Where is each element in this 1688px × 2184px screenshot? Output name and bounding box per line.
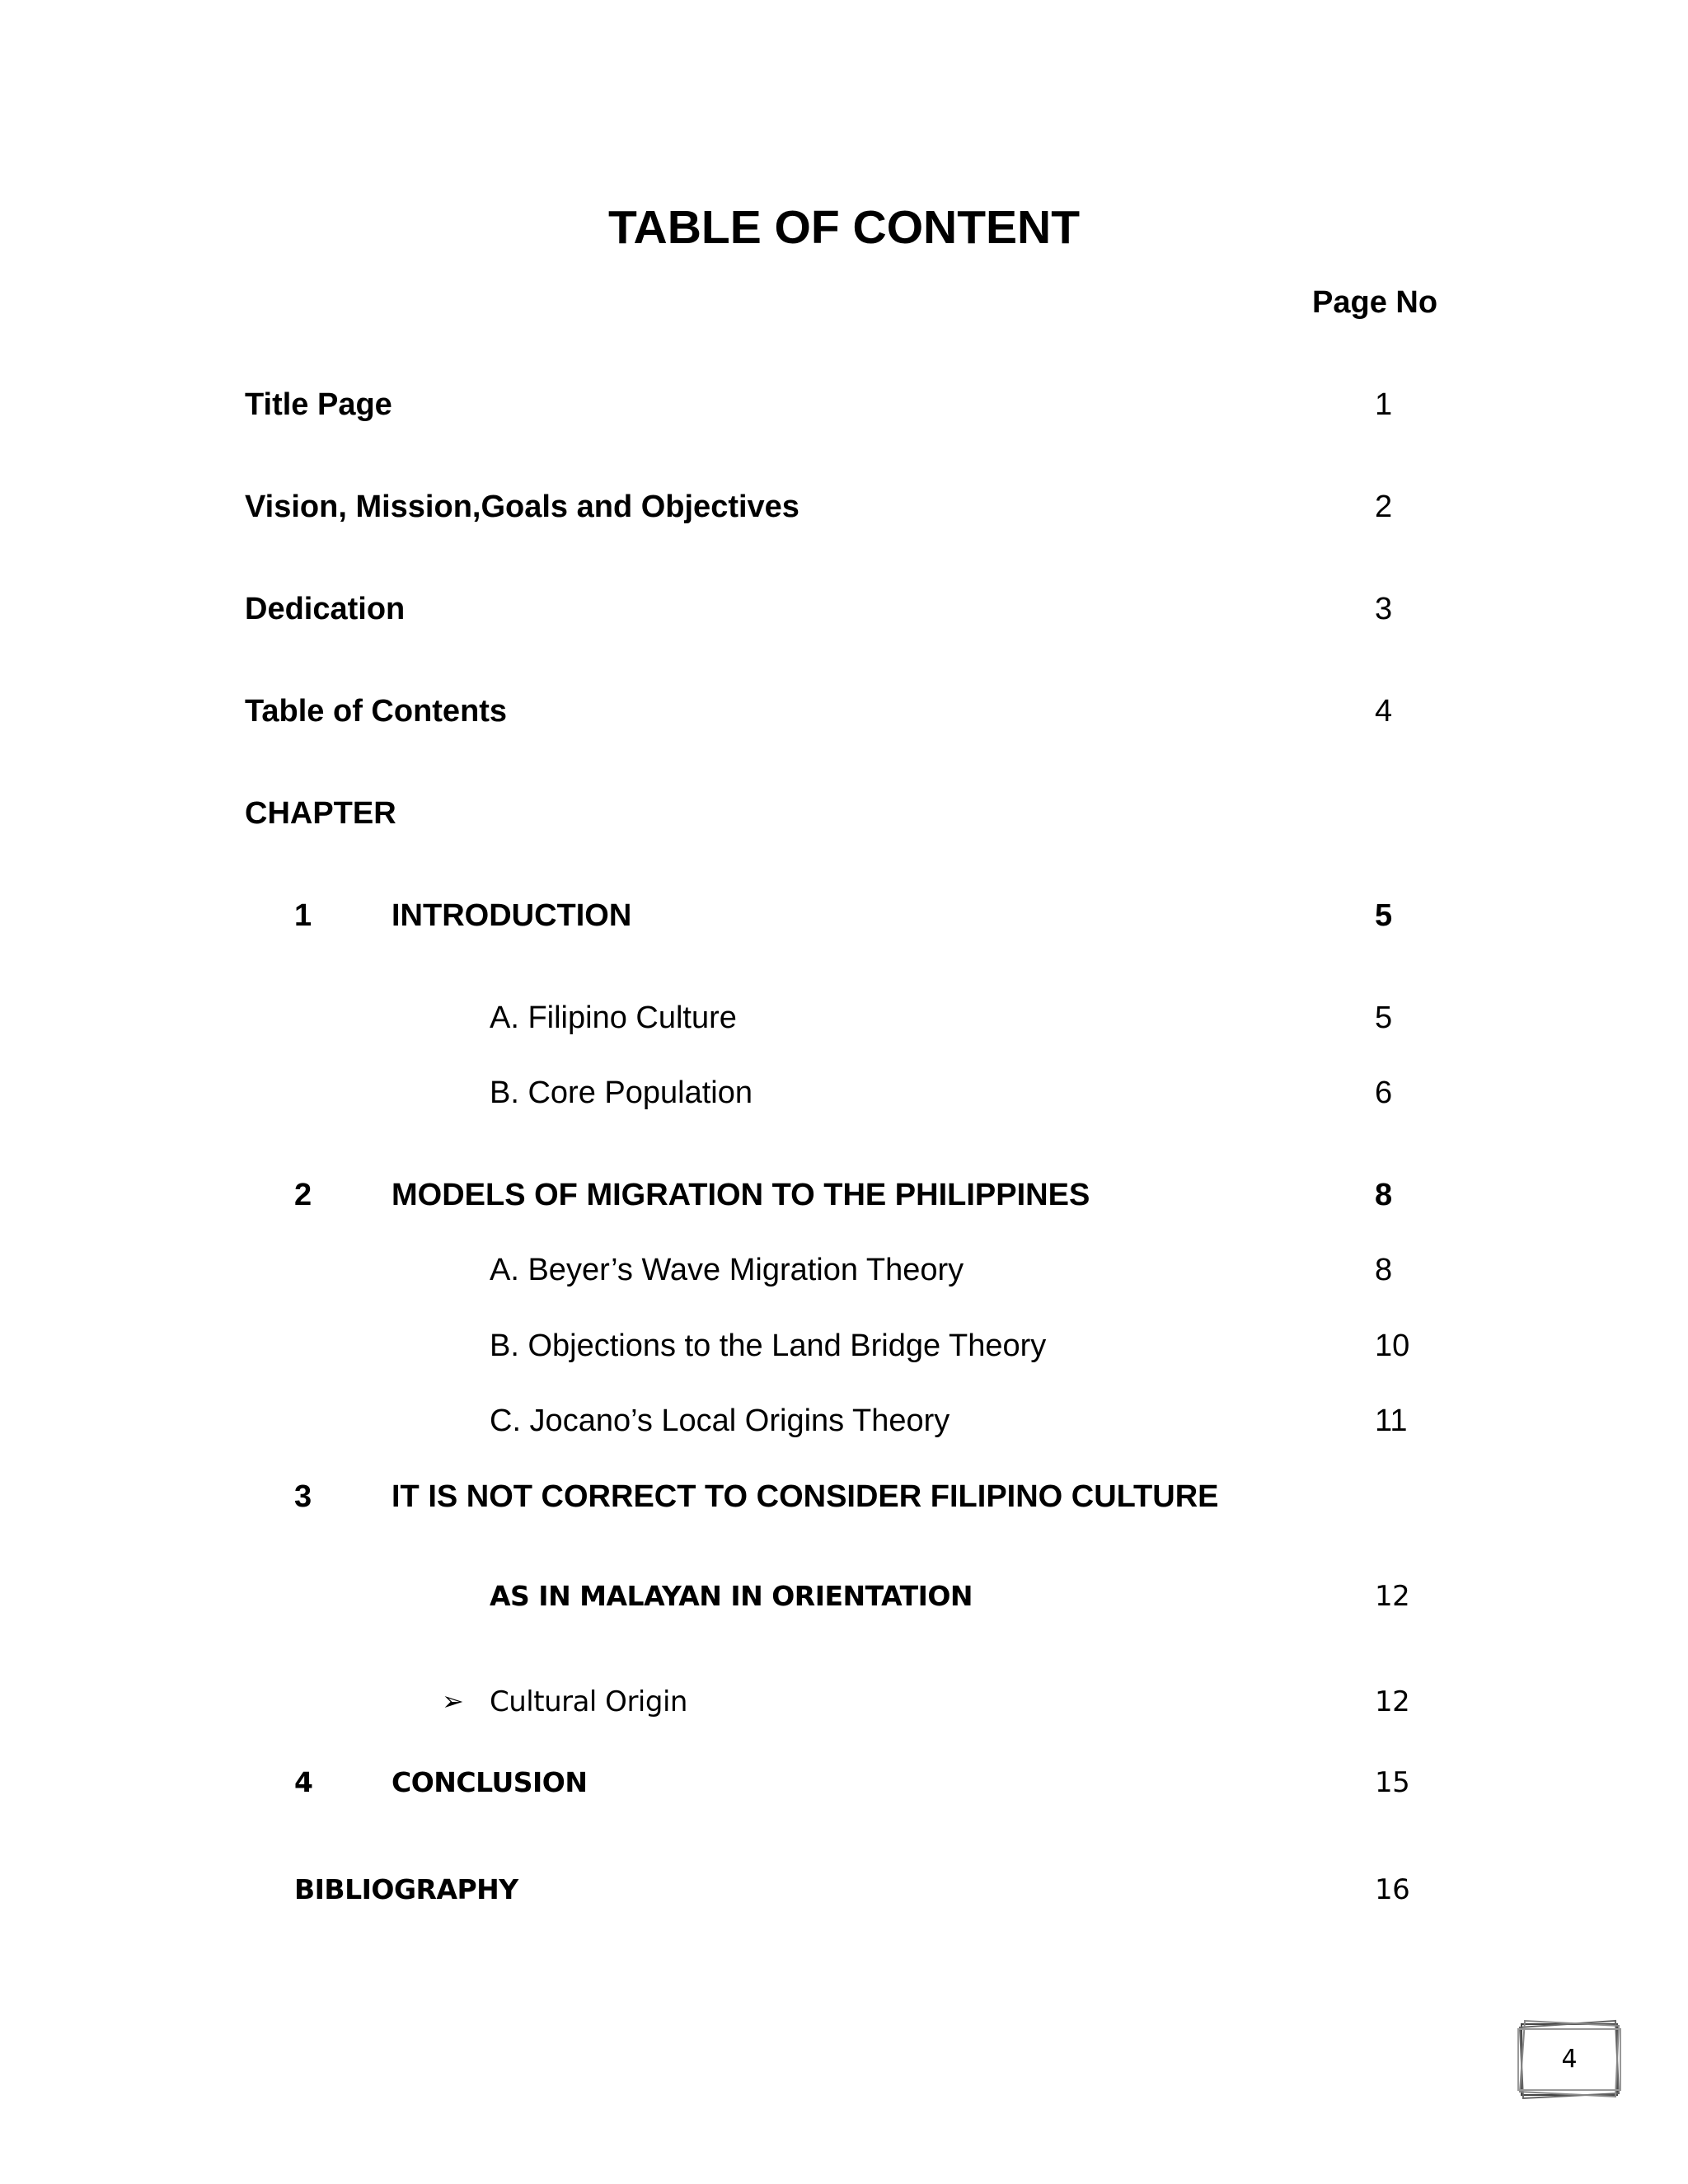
toc-entry-title-page: Title Page [245,387,392,422]
chapter-title: MODELS OF MIGRATION TO THE PHILIPPINES [392,1178,1090,1212]
footer-page-number: 4 [1561,2044,1578,2074]
chapter-title: CONCLUSION [392,1766,588,1798]
section-entry: B. Core Population [490,1076,753,1110]
toc-page-number: 8 [1375,1178,1393,1212]
bibliography-entry: BIBLIOGRAPHY [294,1873,518,1905]
footer-page-box [1517,2018,1622,2100]
toc-page-number: 5 [1375,898,1393,933]
toc-page-number: 11 [1375,1404,1408,1438]
section-entry: C. Jocano’s Local Origins Theory [490,1404,950,1438]
section-entry: A. Beyer’s Wave Migration Theory [490,1253,964,1287]
page-no-header: Page No [1312,285,1438,320]
section-entry: B. Objections to the Land Bridge Theory [490,1329,1047,1363]
toc-page-number: 16 [1375,1873,1410,1906]
toc-page-number: 5 [1375,1001,1393,1035]
toc-page-number: 4 [1375,694,1393,729]
chapter-title: INTRODUCTION [392,898,632,933]
toc-page-number: 12 [1375,1685,1410,1718]
toc-page-number: 2 [1375,490,1393,524]
chapter-number: 1 [294,898,312,933]
toc-page-number: 6 [1375,1076,1393,1110]
toc-page-number: 1 [1375,387,1393,422]
toc-page-number: 10 [1375,1329,1410,1363]
toc-page-number: 3 [1375,592,1393,626]
chapter-number: 2 [294,1178,312,1212]
toc-page-number: 12 [1375,1580,1410,1613]
page-title: TABLE OF CONTENT [607,201,1081,254]
toc-page-number: 8 [1375,1253,1393,1287]
chapter-number: 3 [294,1479,312,1514]
arrow-bullet-icon: ➢ [442,1686,464,1716]
chapter-number: 4 [294,1766,313,1798]
toc-entry-table-of-contents: Table of Contents [245,694,508,729]
chapter-title: IT IS NOT CORRECT TO CONSIDER FILIPINO CULTURE [392,1479,1219,1514]
toc-entry-vision-mission: Vision, Mission,Goals and Objectives [245,490,799,524]
toc-page-number: 15 [1375,1766,1410,1799]
section-entry: A. Filipino Culture [490,1001,737,1035]
bullet-entry: Cultural Origin [490,1685,687,1718]
chapter-heading: CHAPTER [245,796,396,831]
chapter-title-continuation: AS IN MALAYAN IN ORIENTATION [490,1580,973,1612]
toc-entry-dedication: Dedication [245,592,406,626]
